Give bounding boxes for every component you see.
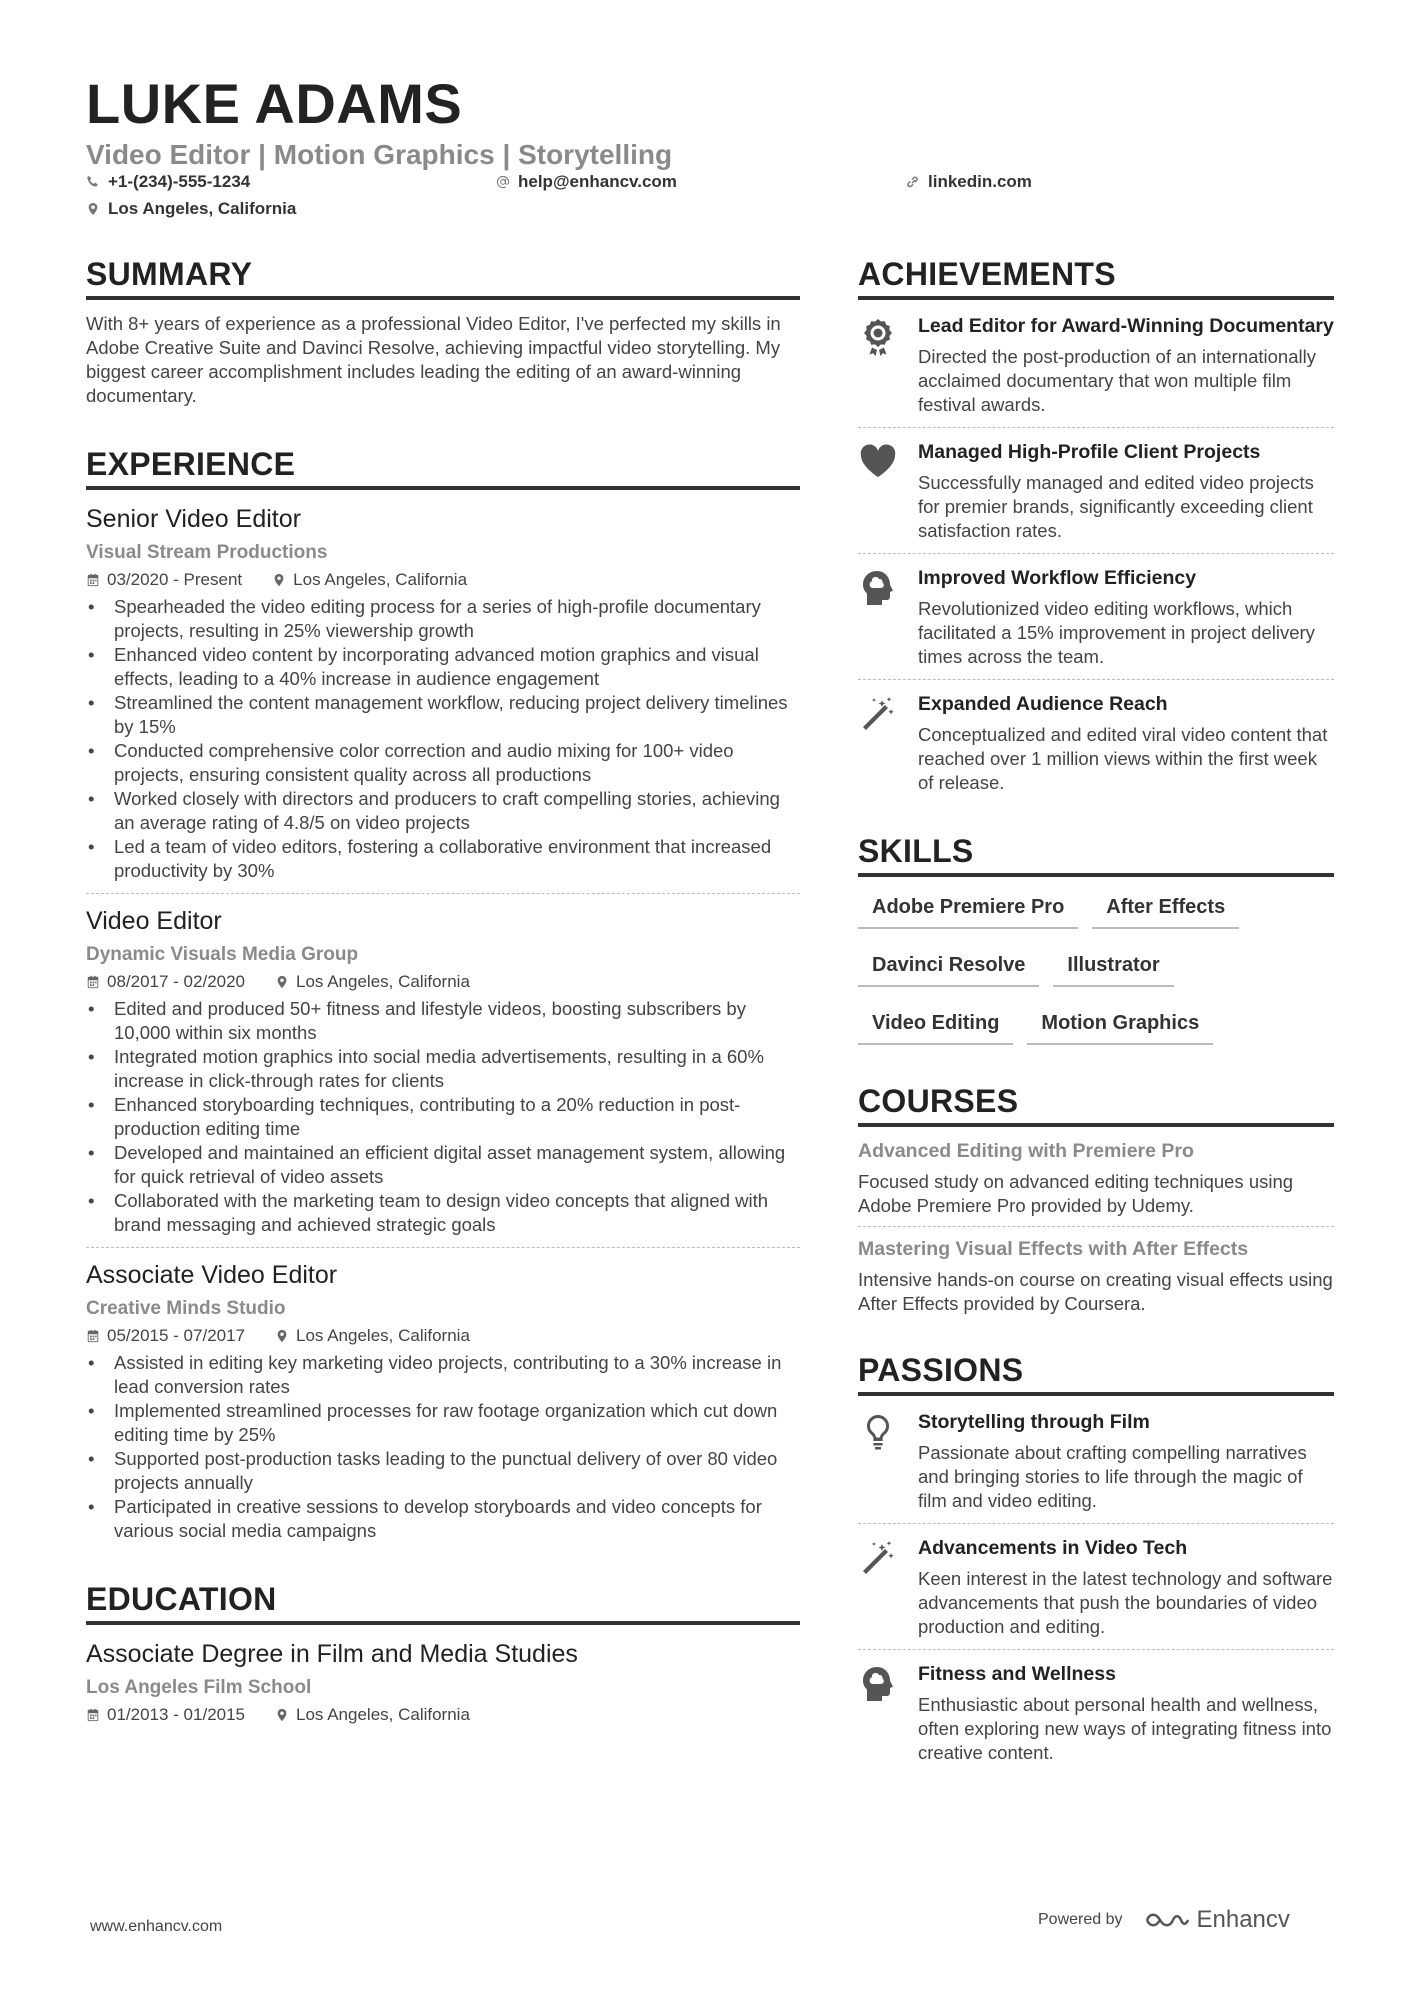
- phone-text: +1-(234)-555-1234: [108, 172, 251, 191]
- magic-wand-icon: [858, 1538, 898, 1578]
- bullet-item: • Integrated motion graphics into social media advertisements, resulting in a 60% increase in click-through rates for clients: [86, 1045, 800, 1093]
- job-location-text: Los Angeles, California: [296, 972, 470, 991]
- bullet-item: • Supported post-production tasks leading to the punctual delivery of over 80 video projects annually: [86, 1447, 800, 1495]
- passion-desc: Passionate about crafting compelling narratives and bringing stories to life through the magic of film and video editing.: [918, 1442, 1307, 1511]
- job-dates: [86, 970, 245, 994]
- job-company: Creative Minds Studio: [86, 1298, 286, 1319]
- achievement-desc: Successfully managed and edited video projects for premier brands, significantly exceeding client satisfaction rates.: [918, 472, 1314, 541]
- calendar-icon: [86, 1708, 100, 1722]
- brand-logo[interactable]: [1143, 1906, 1290, 1934]
- passion-item: [858, 1524, 1334, 1650]
- achievement-title: Managed High-Profile Client Projects: [918, 441, 1261, 463]
- calendar-icon: [86, 573, 100, 587]
- job-bullets: [86, 595, 800, 883]
- passion-item: [858, 1398, 1334, 1524]
- passion-desc: Keen interest in the latest technology and software advancements that push the boundaries of video production and editing.: [918, 1568, 1333, 1637]
- job-bullets: [86, 997, 800, 1237]
- email-text[interactable]: help@enhancv.com: [518, 172, 677, 191]
- resume-header: [86, 72, 1336, 226]
- calendar-icon: [86, 1329, 100, 1343]
- powered-by-text: Powered by: [1038, 1911, 1123, 1928]
- calendar-icon: [86, 975, 100, 989]
- job-entry: [86, 1258, 800, 1553]
- bullet-item: • Developed and maintained an efficient digital asset management system, allowing for quick retrieval of video assets: [86, 1141, 800, 1189]
- head-brain-icon: [858, 568, 898, 608]
- achievement-title: Lead Editor for Award-Winning Documentary: [918, 315, 1334, 337]
- school-name: Los Angeles Film School: [86, 1677, 312, 1698]
- contact-row-2: [86, 199, 1336, 226]
- passion-title: Storytelling through Film: [918, 1411, 1150, 1433]
- experience-heading: EXPERIENCE: [86, 444, 800, 490]
- course-title: Mastering Visual Effects with After Effects: [858, 1238, 1249, 1260]
- skill-tag: Illustrator: [1053, 947, 1173, 987]
- map-pin-icon: [275, 975, 289, 989]
- course-item: [858, 1227, 1334, 1324]
- phone-icon: [86, 175, 100, 189]
- education-section: [86, 1579, 800, 1727]
- job-meta: [86, 568, 800, 592]
- education-location: [275, 1703, 470, 1727]
- education-location-text: Los Angeles, California: [296, 1705, 470, 1724]
- head-brain-icon: [858, 1664, 898, 1704]
- job-entry: [86, 502, 800, 894]
- course-desc: Intensive hands-on course on creating visual effects using After Effects provided by Coursera.: [858, 1269, 1333, 1314]
- passion-title: Fitness and Wellness: [918, 1663, 1116, 1685]
- achievement-item: [858, 680, 1334, 805]
- achievement-title: Expanded Audience Reach: [918, 693, 1168, 715]
- job-meta: [86, 970, 800, 994]
- map-pin-icon: [275, 1708, 289, 1722]
- achievement-desc: Revolutionized video editing workflows, which facilitated a 15% improvement in project delivery times across the team.: [918, 598, 1315, 667]
- experience-section: [86, 444, 800, 1553]
- skills-section: [858, 831, 1334, 1063]
- achievement-desc: Directed the post-production of an internationally acclaimed documentary that won multiple film festival awards.: [918, 346, 1316, 415]
- skill-tag: Adobe Premiere Pro: [858, 889, 1078, 929]
- courses-section: [858, 1081, 1334, 1324]
- job-entry: [86, 904, 800, 1248]
- job-dates: [86, 568, 242, 592]
- award-ribbon-icon: [858, 316, 898, 356]
- education-heading: EDUCATION: [86, 1579, 800, 1625]
- phone-contact: [86, 172, 250, 192]
- brand-name: Enhancv: [1196, 1906, 1290, 1933]
- summary-text: With 8+ years of experience as a professional Video Editor, I've perfected my skills in Adobe Creative Suite and Davinci Resolve, achieving impactful video storytelling. My biggest career accomplishment includes leading the editing of an award-winning documentary.: [86, 313, 781, 406]
- course-title: Advanced Editing with Premiere Pro: [858, 1140, 1194, 1162]
- left-column: [86, 254, 800, 1727]
- job-company: Visual Stream Productions: [86, 542, 328, 563]
- lightbulb-icon: [858, 1412, 898, 1452]
- location-contact: [86, 199, 296, 219]
- job-location: [275, 1324, 470, 1348]
- job-dates: [86, 1324, 245, 1348]
- skill-tag: Video Editing: [858, 1005, 1013, 1045]
- job-location: [272, 568, 467, 592]
- map-pin-icon: [272, 573, 286, 587]
- bullet-item: • Led a team of video editors, fostering a collaborative environment that increased productivity by 30%: [86, 835, 800, 883]
- linkedin-contact[interactable]: [906, 172, 1032, 192]
- bullet-item: • Streamlined the content management workflow, reducing project delivery timelines by 15%: [86, 691, 800, 739]
- job-dates-text: 08/2017 - 02/2020: [107, 972, 246, 991]
- job-location: [275, 970, 470, 994]
- enhancv-logo-icon: [1143, 1908, 1189, 1932]
- achievement-item: [858, 302, 1334, 428]
- achievement-desc: Conceptualized and edited viral video content that reached over 1 million views within the first week of release.: [918, 724, 1328, 793]
- candidate-name: LUKE ADAMS: [86, 72, 463, 135]
- map-pin-icon: [275, 1329, 289, 1343]
- skill-tag: After Effects: [1092, 889, 1239, 929]
- job-bullets: [86, 1351, 800, 1543]
- bullet-item: • Enhanced storyboarding techniques, contributing to a 20% reduction in post-production editing time: [86, 1093, 800, 1141]
- bullet-item: • Worked closely with directors and producers to craft compelling stories, achieving an average rating of 4.8/5 on video projects: [86, 787, 800, 835]
- course-item: [858, 1129, 1334, 1227]
- passion-desc: Enthusiastic about personal health and wellness, often exploring new ways of integrating fitness into creative content.: [918, 1694, 1332, 1763]
- at-icon: [496, 175, 510, 189]
- achievement-item: [858, 428, 1334, 554]
- job-dates-text: 03/2020 - Present: [107, 570, 243, 589]
- education-meta: [86, 1703, 800, 1727]
- achievement-title: Improved Workflow Efficiency: [918, 567, 1197, 589]
- job-title: Video Editor: [86, 907, 222, 935]
- right-column: [858, 254, 1334, 1775]
- heart-icon: [858, 442, 898, 482]
- degree-title: Associate Degree in Film and Media Studies: [86, 1640, 578, 1668]
- job-company: Dynamic Visuals Media Group: [86, 944, 359, 965]
- linkedin-text[interactable]: linkedin.com: [928, 172, 1032, 191]
- skills-list: [858, 889, 1334, 1063]
- job-title: Associate Video Editor: [86, 1261, 338, 1289]
- job-title: Senior Video Editor: [86, 505, 301, 533]
- bullet-item: • Assisted in editing key marketing video projects, contributing to a 30% increase in lead conversion rates: [86, 1351, 800, 1399]
- bullet-item: • Implemented streamlined processes for raw footage organization which cut down editing time by 25%: [86, 1399, 800, 1447]
- education-dates: [86, 1703, 245, 1727]
- bullet-item: • Edited and produced 50+ fitness and lifestyle videos, boosting subscribers by 10,000 within six months: [86, 997, 800, 1045]
- job-dates-text: 05/2015 - 07/2017: [107, 1326, 246, 1345]
- skill-tag: Motion Graphics: [1027, 1005, 1213, 1045]
- job-location-text: Los Angeles, California: [296, 1326, 470, 1345]
- footer-website[interactable]: www.enhancv.com: [90, 1918, 223, 1935]
- summary-heading: SUMMARY: [86, 254, 800, 300]
- skill-tag: Davinci Resolve: [858, 947, 1039, 987]
- map-pin-icon: [86, 202, 100, 216]
- course-desc: Focused study on advanced editing techniques using Adobe Premiere Pro provided by Udemy.: [858, 1171, 1294, 1216]
- job-location-text: Los Angeles, California: [293, 570, 468, 589]
- courses-heading: COURSES: [858, 1081, 1334, 1127]
- passions-section: [858, 1350, 1334, 1775]
- achievements-heading: ACHIEVEMENTS: [858, 254, 1334, 300]
- bullet-item: • Spearheaded the video editing process for a series of high-profile documentary projects, resulting in 25% viewership growth: [86, 595, 800, 643]
- bullet-item: • Collaborated with the marketing team to design video concepts that aligned with brand messaging and achieved strategic goals: [86, 1189, 800, 1237]
- contact-row-1: [86, 172, 1336, 199]
- bullet-item: • Enhanced video content by incorporating advanced motion graphics and visual effects, leading to a 40% increase in audience engagement: [86, 643, 800, 691]
- magic-wand-icon: [858, 694, 898, 734]
- email-contact[interactable]: [496, 172, 677, 192]
- passion-item: [858, 1650, 1334, 1775]
- bullet-item: • Participated in creative sessions to develop storyboards and video concepts for various social media campaigns: [86, 1495, 800, 1543]
- footer-branding: [1038, 1906, 1290, 1934]
- skills-heading: SKILLS: [858, 831, 1334, 877]
- location-text: Los Angeles, California: [108, 199, 297, 218]
- candidate-subtitle: Video Editor | Motion Graphics | Storytelling: [86, 139, 673, 170]
- passion-title: Advancements in Video Tech: [918, 1537, 1188, 1559]
- link-icon: [906, 175, 920, 189]
- summary-section: [86, 254, 800, 408]
- achievement-item: [858, 554, 1334, 680]
- education-dates-text: 01/2013 - 01/2015: [107, 1705, 246, 1724]
- passions-heading: PASSIONS: [858, 1350, 1334, 1396]
- job-meta: [86, 1324, 800, 1348]
- achievements-section: [858, 254, 1334, 805]
- bullet-item: • Conducted comprehensive color correction and audio mixing for 100+ video projects, ensuring consistent quality across all productions: [86, 739, 800, 787]
